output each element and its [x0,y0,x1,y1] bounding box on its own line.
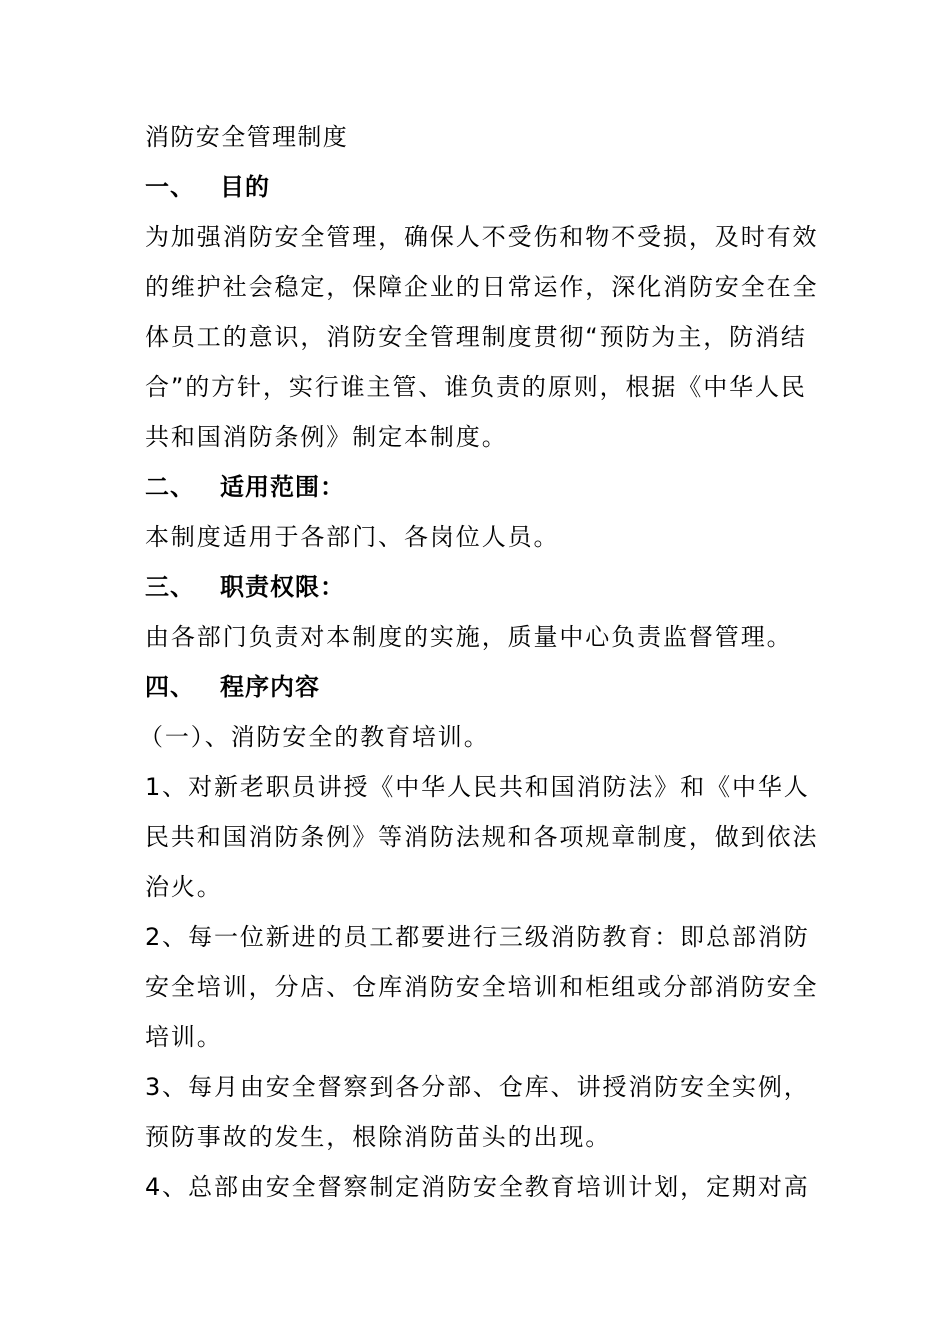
paragraph-line: 本制度适用于各部门、各岗位人员。 [145,523,560,551]
paragraph-line: 由各部门负责对本制度的实施，质量中心负责监督管理。 [145,623,793,651]
list-item-line: 治火。 [145,873,223,901]
paragraph-line: 的维护社会稳定，保障企业的日常运作，深化消防安全在全 [145,273,819,301]
section-title: 程序内容 [220,673,320,701]
section-title: 目的 [220,173,270,201]
section-heading-procedure [145,662,807,712]
list-item-line: 4、总部由安全督察制定消防安全教育培训计划，定期对高 [145,1173,810,1201]
list-item-line: 预防事故的发生，根除消防苗头的出现。 [145,1123,612,1151]
section-heading-responsibilities [145,562,807,612]
paragraph-line: 体员工的意识，消防安全管理制度贯彻“预防为主，防消结 [145,323,807,351]
list-item-line: 安全培训，分店、仓库消防安全培训和柜组或分部消防安全 [145,973,819,1001]
list-item-line: 3、每月由安全督察到各分部、仓库、讲授消防安全实例， [145,1073,810,1101]
section-heading-purpose [145,162,807,212]
section-number: 三、 [145,573,195,601]
paragraph-line: 合”的方针，实行谁主管、谁负责的原则，根据《中华人民 [145,373,807,401]
list-item-line: 培训。 [145,1023,223,1051]
section-number: 四、 [145,673,195,701]
list-item-line: 1、对新老职员讲授《中华人民共和国消防法》和《中华人 [145,773,810,801]
subsection-heading: （一）、消防安全的教育培训。 [139,723,490,751]
paragraph-line: 共和国消防条例》制定本制度。 [145,423,508,451]
list-item-line: 民共和国消防条例》等消防法规和各项规章制度，做到依法 [145,823,819,851]
section-number: 一、 [145,173,195,201]
list-item-line: 2、每一位新进的员工都要进行三级消防教育：即总部消防 [145,923,810,951]
paragraph-line: 为加强消防安全管理，确保人不受伤和物不受损，及时有效 [145,223,819,251]
document-page [139,112,819,1212]
section-number: 二、 [145,473,195,501]
section-heading-scope [145,462,807,512]
section-title: 职责权限： [220,573,345,601]
section-title: 适用范围： [220,473,345,501]
document-title: 消防安全管理制度 [145,123,349,151]
